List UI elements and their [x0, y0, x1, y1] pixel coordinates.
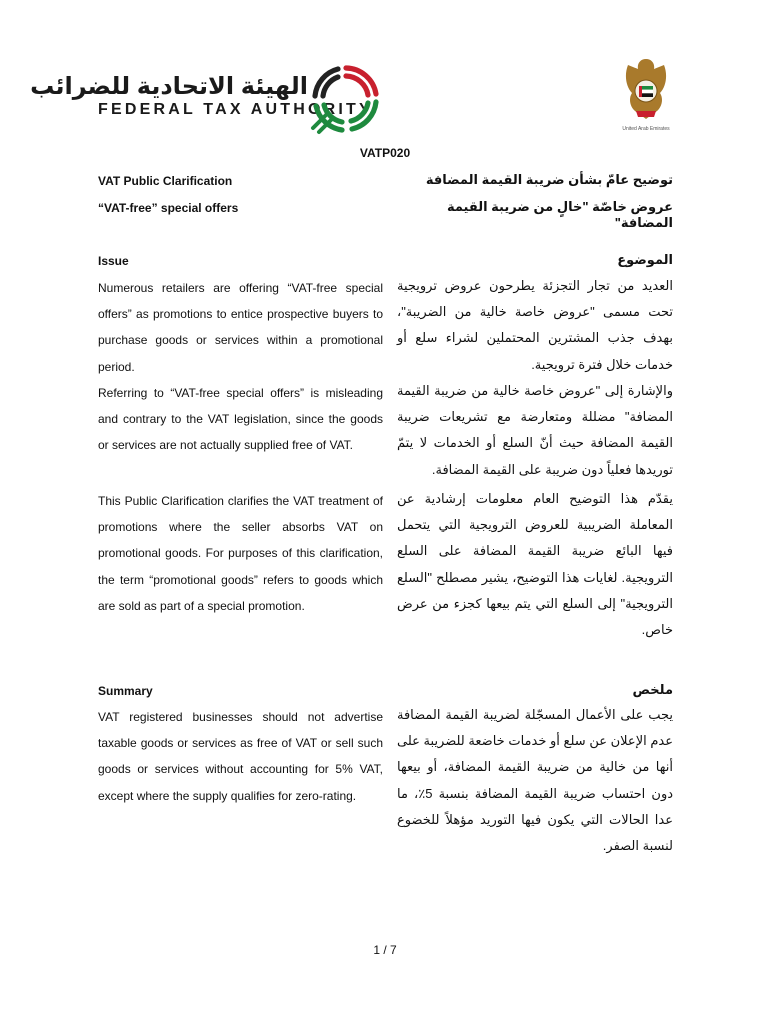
- uae-emblem-icon: [618, 55, 674, 123]
- title-arabic: توضيح عامّ بشأن ضريبة القيمة المضافة: [425, 172, 673, 187]
- fta-logo-icon: [307, 60, 385, 138]
- summary-heading-english: Summary: [98, 684, 153, 698]
- subtitle-english: “VAT-free” special offers: [98, 201, 239, 215]
- issue-paragraph-2-arabic: والإشارة إلى "عروض خاصة خالية من ضريبة القيمة المضافة" مضللة ومتعارضة مع تشريعات ضريبة القيمة المضافة حيث أنّ السلع أو الخدمات لا يتمّ توريدها فعلياً دون ضريبة على القيمة المضافة.: [397, 383, 673, 477]
- summary-paragraph-english: VAT registered businesses should not advertise taxable goods or services as free of VAT or sell such goods or services without accounting for 5% VAT, except where the supply qualifies for zero-rating.: [98, 710, 383, 803]
- issue-paragraph-3-english: This Public Clarification clarifies the VAT treatment of promotions where the seller absorbs VAT on promotional goods. For purposes of this clarification, the term “promotional goods” refers to goods which are sold as part of a special promotion.: [98, 494, 383, 613]
- summary-paragraph-arabic: يجب على الأعمال المسجّلة لضريبة القيمة المضافة عدم الإعلان عن سلع أو خدمات خاضعة للضريبة على أنها من خالية من ضريبة القيمة المضافة، أو بيعها دون احتساب ضريبة القيمة المضافة بنسبة 5٪، ما عدا الحالات التي يكون فيها التوريد مؤهلاً للخضوع لنسبة الصفر.: [397, 707, 674, 854]
- issue-paragraph-1-english: Numerous retailers are offering “VAT-free special offers” as promotions to entice prospective buyers to purchase goods or services within a promotional period.: [98, 281, 383, 374]
- issue-paragraph-2-english: Referring to “VAT-free special offers” is misleading and contrary to the VAT legislation, since the goods or services are not actually supplied free of VAT.: [98, 386, 383, 453]
- summary-heading-arabic: ملخص: [632, 682, 673, 697]
- issue-heading-arabic: الموضوع: [617, 252, 673, 267]
- org-name-english: FEDERAL TAX AUTHORITY: [98, 101, 373, 118]
- issue-paragraph-3-arabic: يقدّم هذا التوضيح العام معلومات إرشادية عن المعاملة الضريبية للعروض الترويجية التي يتحمل فيها البائع ضريبة القيمة المضافة على السلع الترويجية. لغايات هذا التوضيح، يشير مصطلح "السلع الترويجية" إلى السلع التي يتم بيعها كجزء من عرض خاص.: [397, 491, 673, 638]
- page-number: 1 / 7: [373, 943, 397, 957]
- subtitle-arabic: عروض خاصّة "خالٍ من ضريبة القيمة المضافة": [446, 199, 673, 230]
- emblem-caption: United Arab Emirates: [622, 126, 670, 132]
- issue-paragraph-1-arabic: العديد من تجار التجزئة يطرحون عروض ترويجية تحت مسمى "عروض خاصة خالية من الضريبة"، بهدف جذب المشترين المحتملين لشراء سلع أو خدمات خلال فترة ترويجية.: [397, 278, 673, 372]
- issue-heading-english: Issue: [98, 254, 129, 268]
- document-code: VATP020: [359, 146, 411, 160]
- title-english: VAT Public Clarification: [98, 174, 233, 188]
- org-name-arabic: الهيئة الاتحادية للضرائب: [30, 73, 308, 100]
